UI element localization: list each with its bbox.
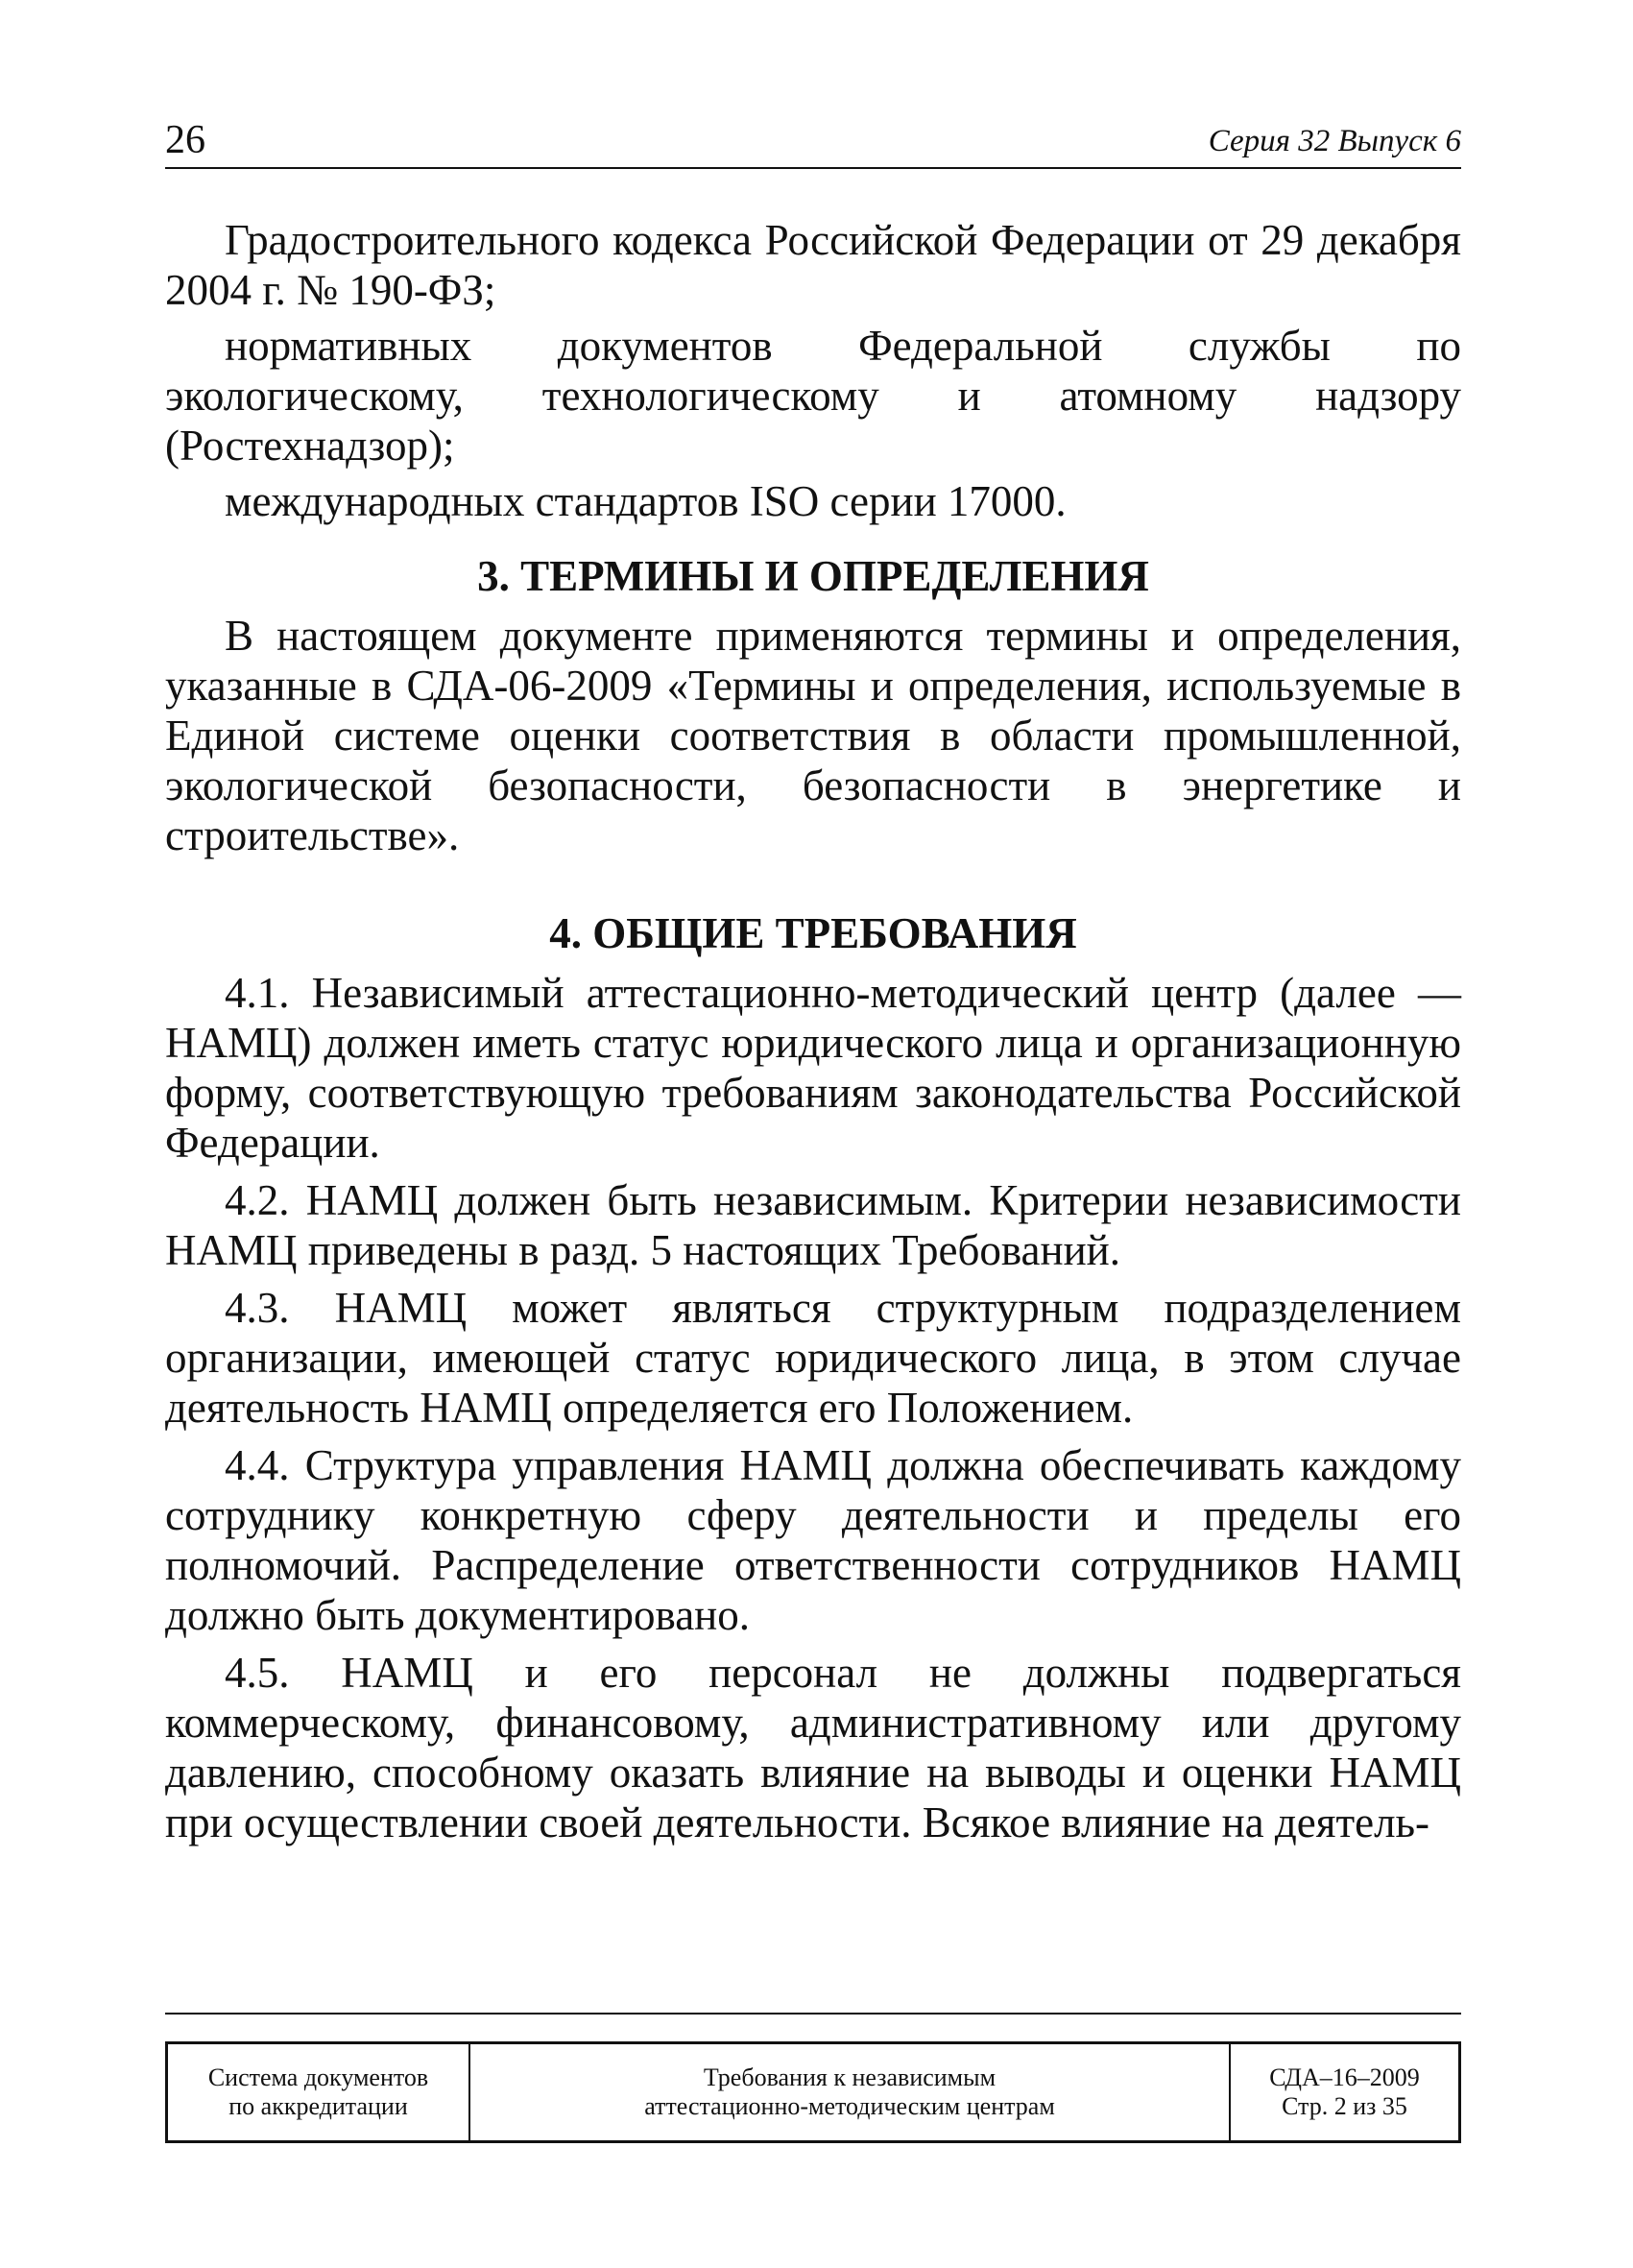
footer-series-cell [168,2044,470,2140]
footer-series-line-2: по аккредитации [228,2092,408,2120]
section-4-heading: 4. ОБЩИЕ ТРЕБОВАНИЯ [549,909,1077,957]
footer-title-line-2: аттестационно-методическим центрам [644,2092,1055,2120]
clause-4-1: 4.1. Независимый аттестационно-методический центр (далее — НАМЦ) должен иметь статус юридического лица и организационную форму, соответствующую требованиям законодательства Российской Федерации. [165,969,1461,1167]
footer-table [165,2041,1461,2143]
document-body [165,215,1461,1855]
intro-paragraph-1: Градостроительного кодекса Российской Федерации от 29 декабря 2004 г. № 190-ФЗ; [165,216,1461,314]
footer-code-cell [1231,2044,1458,2140]
footer-rule [165,2013,1461,2015]
section-3-paragraph: В настоящем документе применяются термины и определения, указанные в СДА-06-2009 «Термины и определения, используемые в Единой системе оценки соответствия в области промышленной, экологической безопасности, безопасности в энергетике и строительстве». [165,612,1461,859]
intro-paragraph-3: международных стандартов ISO серии 17000. [225,477,1067,525]
clause-4-3: 4.3. НАМЦ может являться структурным подразделением организации, имеющей статус юридического лица, в этом случае деятельность НАМЦ определяется его Положением. [165,1284,1461,1432]
clause-4-2: 4.2. НАМЦ должен быть независимым. Критерии независимости НАМЦ приведены в разд. 5 настоящих Требований. [165,1176,1461,1274]
footer-series-line-1: Система документов [207,2063,429,2091]
page-number: 26 [165,118,205,162]
footer-document-code: СДА–16–2009 [1269,2063,1420,2091]
section-3-heading: 3. ТЕРМИНЫ И ОПРЕДЕЛЕНИЯ [477,552,1149,600]
footer-document-title-cell [470,2044,1231,2140]
clause-4-5: 4.5. НАМЦ и его персонал не должны подвергаться коммерческому, финансовому, административному или другому давлению, способному оказать влияние на выводы и оценки НАМЦ при осуществлении своей деятельности. Всякое влияние на деятель- [165,1649,1461,1846]
footer-page-counter: Стр. 2 из 35 [1282,2092,1407,2120]
running-title: Серия 32 Выпуск 6 [1208,124,1461,158]
clause-4-4: 4.4. Структура управления НАМЦ должна обеспечивать каждому сотруднику конкретную сферу деятельности и пределы его полномочий. Распределение ответственности сотрудников НАМЦ должно быть документировано. [165,1441,1461,1639]
page-header [165,113,1461,169]
footer-title-line-1: Требования к независимым [703,2063,997,2091]
intro-paragraph-2: нормативных документов Федеральной службы по экологическому, технологическому и атомному надзору (Ростехнадзор); [165,322,1461,470]
